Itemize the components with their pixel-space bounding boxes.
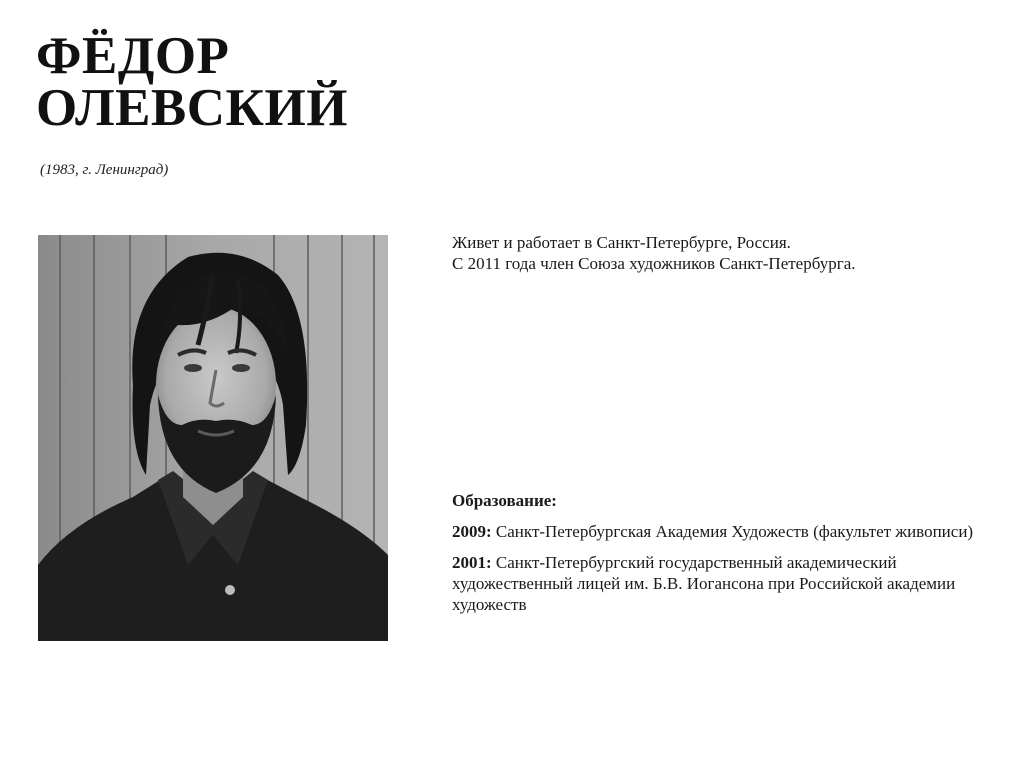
artist-portrait — [38, 235, 388, 641]
artist-name-first: ФЁДОР — [36, 27, 230, 85]
artist-name — [36, 27, 348, 137]
birth-info: (1983, г. Ленинград) — [40, 162, 169, 178]
education-heading: Образование: — [452, 491, 557, 510]
bio-residence: Живет и работает в Санкт-Петербурге, Россия. — [452, 233, 791, 252]
education-institution: Санкт-Петербургский государственный академический художественный лицей им. Б.В. Иогансона при Российской академии художеств — [452, 553, 956, 614]
education-year: 2001: — [452, 553, 492, 572]
bio-membership: С 2011 года член Союза художников Санкт-Петербурга. — [452, 254, 856, 273]
education-entry — [452, 552, 997, 615]
portrait-image — [38, 235, 388, 641]
education-entry — [452, 521, 997, 542]
education-section — [452, 490, 997, 625]
bio-block — [452, 232, 992, 274]
artist-name-last: ОЛЕВСКИЙ — [36, 79, 348, 137]
education-institution: Санкт-Петербургская Академия Художеств (факультет живописи) — [495, 522, 974, 541]
education-year: 2009: — [452, 522, 492, 541]
